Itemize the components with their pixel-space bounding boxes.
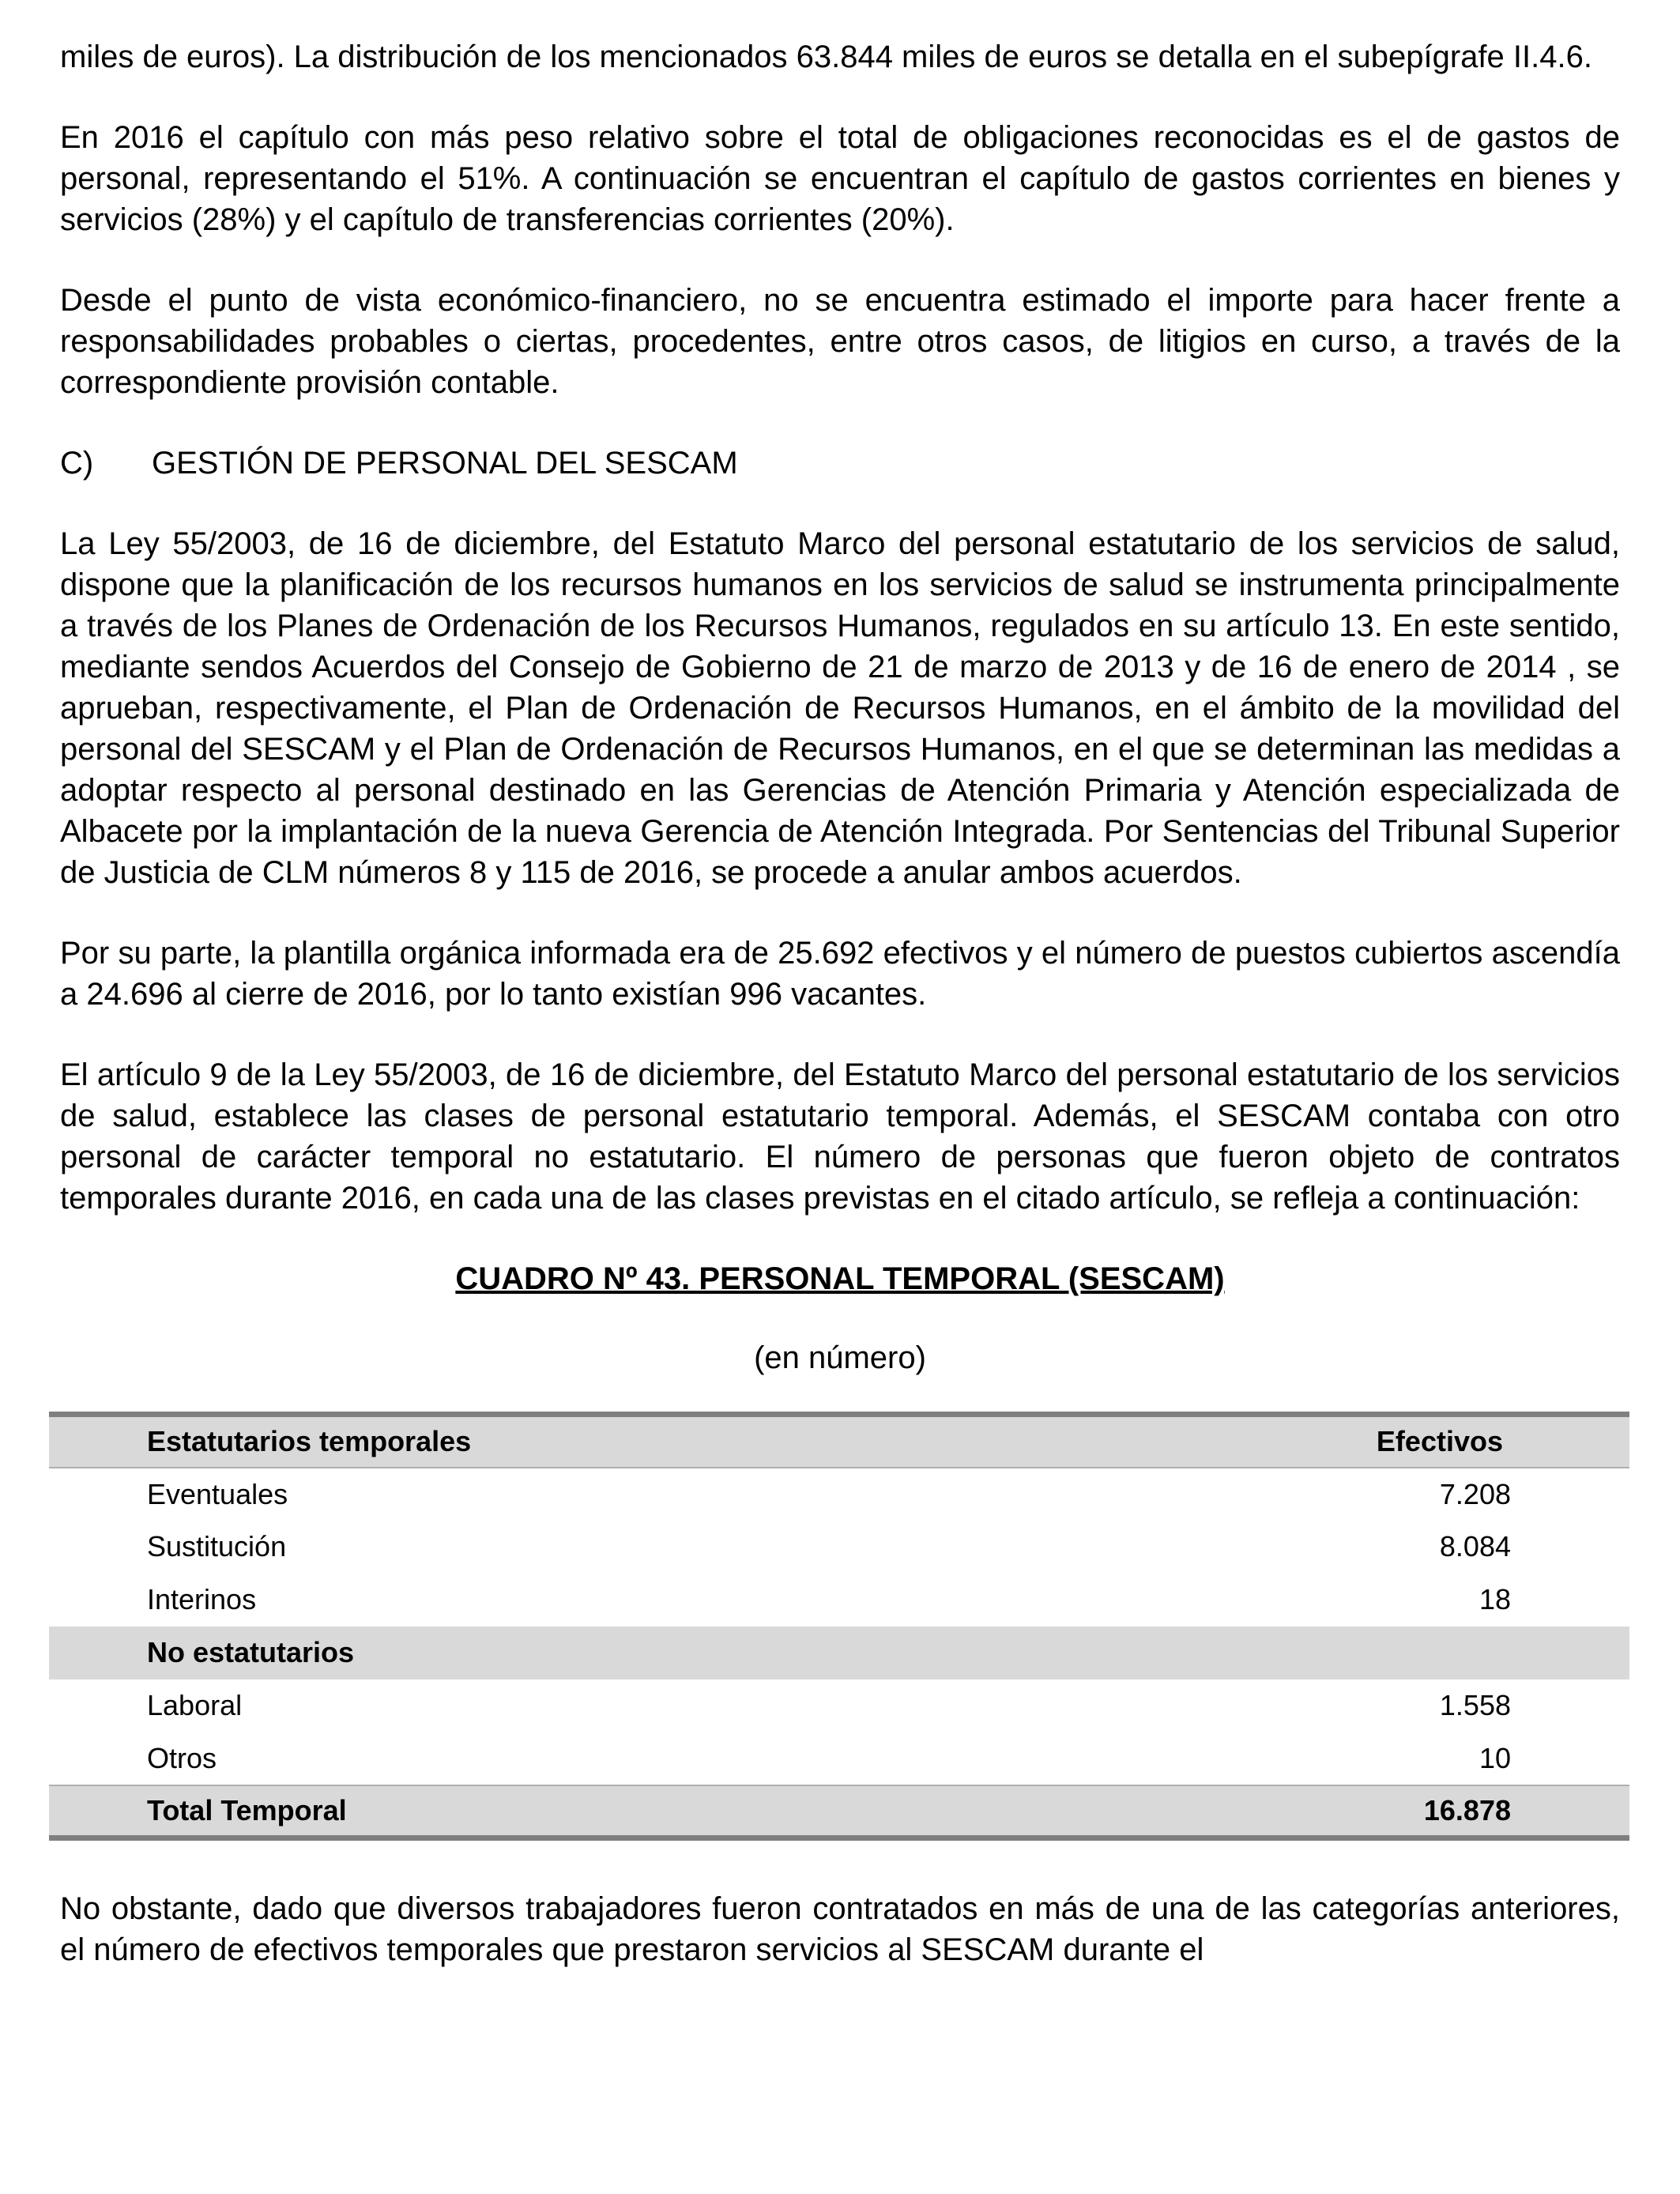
row-label: Otros	[147, 1741, 217, 1774]
row-value: 8.084	[1439, 1530, 1511, 1563]
paragraph-plantilla-organica: Por su parte, la plantilla orgánica informada era de 25.692 efectivos y el número de puestos cubiertos ascendía a 24.696 al cierre de 2016, por lo tanto existían 996 vacantes.	[60, 936, 1620, 1012]
row-label: Eventuales	[147, 1477, 288, 1510]
table-row	[49, 1732, 1629, 1785]
total-label: Total Temporal	[49, 1785, 1038, 1838]
table-total-row	[49, 1785, 1629, 1838]
personal-temporal-table	[49, 1412, 1629, 1841]
paragraph-provision-contable: Desde el punto de vista económico-financiero, no se encuentra estimado el importe para hacer frente a responsabilidades probables o ciertas, procedentes, entre otros casos, de litigios en curso, a través de la correspondiente provisión contable.	[60, 283, 1620, 400]
table-row	[49, 1521, 1629, 1574]
paragraph-articulo-9: El artículo 9 de la Ley 55/2003, de 16 de diciembre, del Estatuto Marco del personal estatutario de los servicios de salud, establece las clases de personal estatutario temporal. Además, el SESCAM contaba con otro personal de carácter temporal no estatutario. El número de personas que fueron objeto de contratos temporales durante 2016, en cada una de las clases previstas en el citado artículo, se refleja a continuación:	[60, 1057, 1620, 1216]
row-label: Laboral	[147, 1689, 243, 1721]
row-label: Sustitución	[147, 1530, 287, 1563]
section-heading	[60, 443, 1620, 484]
paragraph-no-obstante: No obstante, dado que diversos trabajadores fueron contratados en más de una de las categorías anteriores, el número de efectivos temporales que prestaron servicios al SESCAM durante el	[60, 1891, 1620, 1967]
row-value: 7.208	[1439, 1477, 1511, 1510]
group-label: No estatutarios	[49, 1627, 1038, 1679]
document-page	[60, 36, 1620, 2010]
total-value: 16.878	[1038, 1785, 1629, 1838]
row-label: Interinos	[147, 1583, 257, 1615]
paragraph-capitulo-peso: En 2016 el capítulo con más peso relativo sobre el total de obligaciones reconocidas es el de gastos de personal, representando el 51%. A continuación se encuentran el capítulo de gastos corrientes en bienes y servicios (28%) y el capítulo de transferencias corrientes (20%).	[60, 120, 1620, 237]
row-value: 18	[1478, 1583, 1511, 1615]
table-subtitle: (en número)	[754, 1340, 926, 1375]
section-title: GESTIÓN DE PERSONAL DEL SESCAM	[152, 446, 738, 481]
paragraph-ley-55-2003: La Ley 55/2003, de 16 de diciembre, del Estatuto Marco del personal estatutario de los servicios de salud, dispone que la planificación de los recursos humanos en los servicios de salud se instrumenta principalmente a través de los Planes de Ordenación de los Recursos Humanos, regulados en su artículo 13. En este sentido, mediante sendos Acuerdos del Consejo de Gobierno de 21 de marzo de 2013 y de 16 de enero de 2014 , se aprueban, respectivamente, el Plan de Ordenación de Recursos Humanos, en el ámbito de la movilidad del personal del SESCAM y el Plan de Ordenación de Recursos Humanos, en el que se determinan las medidas a adoptar respecto al personal destinado en las Gerencias de Atención Primaria y Atención especializada de Albacete por la implantación de la nueva Gerencia de Atención Integrada. Por Sentencias del Tribunal Superior de Justicia de CLM números 8 y 115 de 2016, se procede a anular ambos acuerdos.	[60, 526, 1620, 890]
table-row	[49, 1468, 1629, 1521]
header-label: Estatutarios temporales	[49, 1415, 1038, 1468]
table-title: CUADRO Nº 43. PERSONAL TEMPORAL (SESCAM)	[455, 1261, 1225, 1296]
paragraph-distribution: miles de euros). La distribución de los mencionados 63.844 miles de euros se detalla en el subepígrafe II.4.6.	[60, 40, 1592, 74]
table-header-row	[49, 1415, 1629, 1468]
header-value: Efectivos	[1038, 1415, 1629, 1468]
table-row	[49, 1574, 1629, 1627]
table-group-row	[49, 1627, 1629, 1679]
row-value: 1.558	[1439, 1689, 1511, 1721]
table-row	[49, 1679, 1629, 1732]
row-value: 10	[1478, 1741, 1511, 1774]
section-letter: C)	[60, 446, 94, 481]
